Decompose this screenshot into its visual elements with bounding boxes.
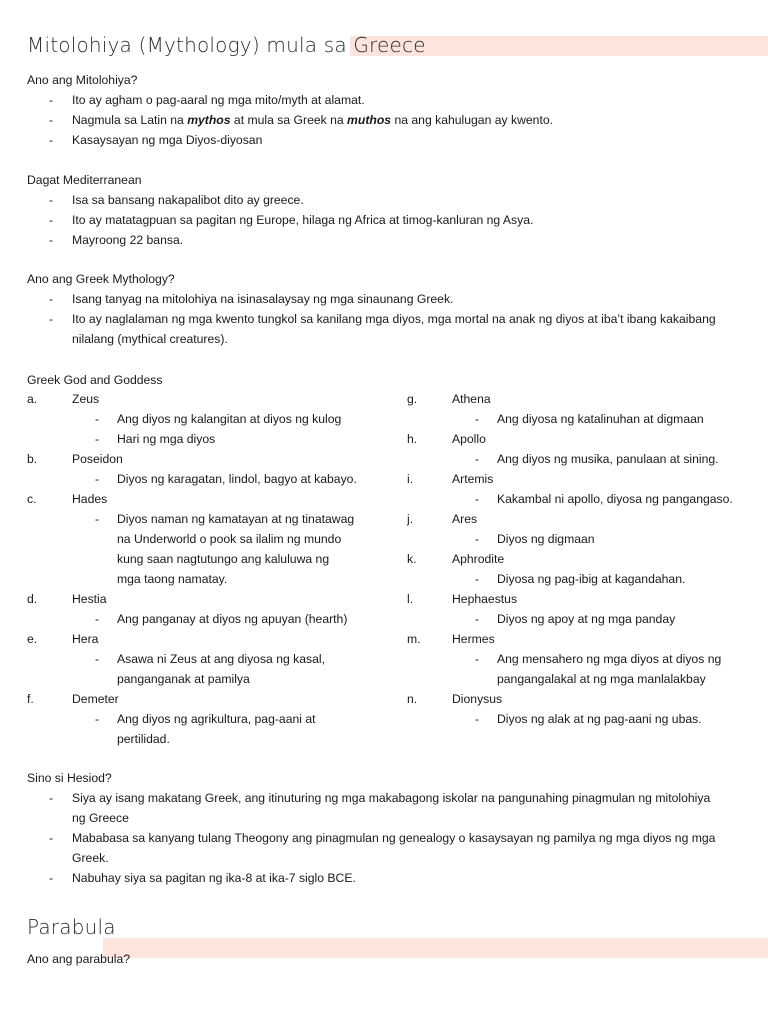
list-letter: b. [27, 452, 38, 466]
god-description [27, 549, 407, 569]
god-description-text: pertilidad. [117, 732, 170, 746]
god-description [27, 469, 407, 489]
god-description-text: Diyos naman ng kamatayan at ng tinatawag [117, 512, 355, 526]
list-item-continuation: nilalang (mythical creatures). [72, 332, 228, 346]
list-item-text: at mula sa Greek na [230, 113, 348, 127]
god-description [407, 609, 768, 629]
god-item [27, 449, 407, 469]
list-item-text: Isa sa bansang nakapalibot dito ay greece. [72, 193, 304, 207]
god-name: Artemis [452, 472, 494, 486]
list-item [27, 130, 553, 150]
god-item [407, 429, 768, 449]
title-highlight [103, 938, 768, 958]
god-description [27, 529, 407, 549]
bullet-dash: - [49, 791, 54, 805]
list-item [27, 110, 553, 130]
list-item [27, 230, 533, 250]
god-name: Zeus [72, 392, 100, 406]
list-item-text: Kasaysayan ng mga Diyos-diyosan [72, 133, 263, 147]
bullet-dash: - [95, 512, 100, 526]
god-name: Hades [72, 492, 108, 506]
section-hesiod [27, 768, 715, 888]
god-item [27, 389, 407, 409]
list-letter: m. [407, 632, 421, 646]
god-description [27, 649, 407, 669]
god-description [27, 509, 407, 529]
bullet-dash: - [49, 312, 54, 326]
bullet-dash: - [475, 612, 480, 626]
list-item-text: Siya ay isang makatang Greek, ang itinuturing ng mga makabagong iskolar na pangunahing pinagmulan ng mitolohiya [72, 791, 711, 805]
bullet-dash: - [49, 193, 54, 207]
god-name: Hestia [72, 592, 107, 606]
bullet-dash: - [475, 412, 480, 426]
god-name: Poseidon [72, 452, 123, 466]
bullet-dash: - [49, 213, 54, 227]
list-item [27, 868, 715, 888]
god-description-text: Diyos ng karagatan, lindol, bagyo at kabayo. [117, 472, 357, 486]
emphasis-mythos: mythos [187, 113, 231, 127]
bullet-dash: - [49, 133, 54, 147]
list-item-text: Nabuhay siya sa pagitan ng ika-8 at ika-7 siglo BCE. [72, 871, 356, 885]
bullet-dash: - [95, 432, 100, 446]
god-description [407, 529, 768, 549]
bullet-dash: - [49, 233, 54, 247]
bullet-dash: - [49, 871, 54, 885]
god-item [407, 629, 768, 649]
gods-list-right [407, 389, 768, 729]
god-description-text: Ang panganay at diyos ng apuyan (hearth) [117, 612, 348, 626]
bullet-dash: - [475, 712, 480, 726]
god-item [407, 509, 768, 529]
list-item [27, 309, 716, 329]
section-title-parabula: Parabula [27, 915, 116, 939]
god-description [407, 569, 768, 589]
god-description [27, 669, 407, 689]
god-item [27, 629, 407, 649]
god-description-text: Ang diyos ng kalangitan at diyos ng kulog [117, 412, 342, 426]
god-description [27, 609, 407, 629]
god-name: Hera [72, 632, 99, 646]
god-item [27, 489, 407, 509]
god-description-text: Diyos ng alak at ng pag-aani ng ubas. [497, 712, 702, 726]
bullet-dash: - [475, 452, 480, 466]
section-parabula [27, 949, 130, 969]
god-description [407, 669, 768, 689]
list-letter: a. [27, 392, 38, 406]
god-description-text: na Underworld o pook sa ilalim ng mundo [117, 532, 342, 546]
god-description-text: Hari ng mga diyos [117, 432, 216, 446]
god-description-text: panganganak at pamilya [117, 672, 250, 686]
list-item [27, 210, 533, 230]
list-letter: e. [27, 632, 38, 646]
bullet-dash: - [49, 113, 54, 127]
god-item [27, 589, 407, 609]
section-heading: Dagat Mediterranean [27, 173, 142, 187]
bullet-dash: - [475, 492, 480, 506]
god-description [27, 409, 407, 429]
god-description-text: Ang diyos ng agrikultura, pag-aani at [117, 712, 316, 726]
section-heading: Ano ang Greek Mythology? [27, 272, 175, 286]
emphasis-muthos: muthos [347, 113, 392, 127]
god-name: Ares [452, 512, 478, 526]
section-mitolohiya [27, 70, 553, 150]
god-description-text: kung saan nagtutungo ang kaluluwa ng [117, 552, 330, 566]
god-name: Hermes [452, 632, 495, 646]
god-description-text: Asawa ni Zeus at ang diyosa ng kasal, [117, 652, 325, 666]
list-item-text: Ito ay matatagpuan sa pagitan ng Europe, hilaga ng Africa at timog-kanluran ng Asya. [72, 213, 534, 227]
section-greek-mythology [27, 269, 716, 349]
list-letter: i. [407, 472, 414, 486]
god-item [407, 689, 768, 709]
title-bar [0, 30, 768, 64]
god-item [407, 389, 768, 409]
god-description-text: Diyos ng apoy at ng mga panday [497, 612, 676, 626]
god-name: Dionysus [452, 692, 503, 706]
bullet-dash: - [49, 831, 54, 845]
god-description-text: Ang diyosa ng katalinuhan at digmaan [497, 412, 704, 426]
god-name: Hephaestus [452, 592, 518, 606]
god-item [407, 589, 768, 609]
god-description [27, 709, 407, 729]
list-item-text: Ito ay naglalaman ng mga kwento tungkol sa kanilang mga diyos, mga mortal na anak ng diyos at iba’t ibang kakaibang [72, 312, 716, 326]
gods-list-left [27, 389, 407, 749]
bullet-dash: - [95, 472, 100, 486]
list-letter: l. [407, 592, 414, 606]
bullet-dash: - [49, 93, 54, 107]
list-item-text: Mayroong 22 bansa. [72, 233, 184, 247]
god-description [27, 429, 407, 449]
god-name: Athena [452, 392, 491, 406]
god-description [407, 489, 768, 509]
god-description [407, 709, 768, 729]
list-item [27, 90, 553, 110]
section-heading: Ano ang parabula? [27, 952, 131, 966]
list-item-continuation: ng Greece [72, 811, 129, 825]
god-description [407, 409, 768, 429]
god-name: Apollo [452, 432, 486, 446]
god-description-text: Ang mensahero ng mga diyos at diyos ng [497, 652, 722, 666]
bullet-dash: - [475, 652, 480, 666]
god-description-text: pangangalakal at ng mga manlalakbay [497, 672, 706, 686]
list-letter: d. [27, 592, 38, 606]
list-item [27, 788, 715, 808]
god-description-text: Diyos ng digmaan [497, 532, 595, 546]
bullet-dash: - [95, 712, 100, 726]
title-bar-parabula [0, 913, 768, 947]
god-description [407, 649, 768, 669]
list-item [27, 289, 716, 309]
god-description [27, 729, 407, 749]
list-item-text: Isang tanyag na mitolohiya na isinasalaysay ng mga sinaunang Greek. [72, 292, 454, 306]
list-item-text: Ito ay agham o pag-aaral ng mga mito/myth at alamat. [72, 93, 365, 107]
section-heading: Sino si Hesiod? [27, 771, 112, 785]
list-item [27, 828, 715, 848]
god-name: Aphrodite [452, 552, 505, 566]
god-description-text: mga taong namatay. [117, 572, 228, 586]
god-description-text: Diyosa ng pag-ibig at kagandahan. [497, 572, 686, 586]
god-description-text: Kakambal ni apollo, diyosa ng pangangaso. [497, 492, 733, 506]
list-letter: n. [407, 692, 418, 706]
bullet-dash: - [95, 652, 100, 666]
list-letter: k. [407, 552, 417, 566]
list-item-continuation: Greek. [72, 851, 109, 865]
section-heading: Greek God and Goddess [27, 373, 163, 387]
god-description-text: Ang diyos ng musika, panulaan at sining. [497, 452, 719, 466]
page-title: Mitolohiya (Mythology) mula sa Greece [27, 33, 426, 57]
section-gods-heading [27, 370, 163, 390]
bullet-dash: - [475, 572, 480, 586]
list-item-text: Nagmula sa Latin na [72, 113, 188, 127]
section-heading: Ano ang Mitolohiya? [27, 73, 138, 87]
list-letter: c. [27, 492, 37, 506]
list-letter: g. [407, 392, 418, 406]
god-description [407, 449, 768, 469]
god-item [27, 689, 407, 709]
list-letter: f. [27, 692, 34, 706]
bullet-dash: - [95, 412, 100, 426]
god-description [27, 569, 407, 589]
list-item-text: Mababasa sa kanyang tulang Theogony ang pinagmulan ng genealogy o kasaysayan ng pamilya ng mga diyos ng mga [72, 831, 716, 845]
god-item [407, 469, 768, 489]
list-letter: j. [407, 512, 414, 526]
god-item [407, 549, 768, 569]
section-dagat [27, 170, 533, 250]
bullet-dash: - [95, 612, 100, 626]
list-item [27, 190, 533, 210]
bullet-dash: - [49, 292, 54, 306]
list-letter: h. [407, 432, 418, 446]
god-name: Demeter [72, 692, 119, 706]
list-item-text: na ang kahulugan ay kwento. [391, 113, 554, 127]
bullet-dash: - [475, 532, 480, 546]
